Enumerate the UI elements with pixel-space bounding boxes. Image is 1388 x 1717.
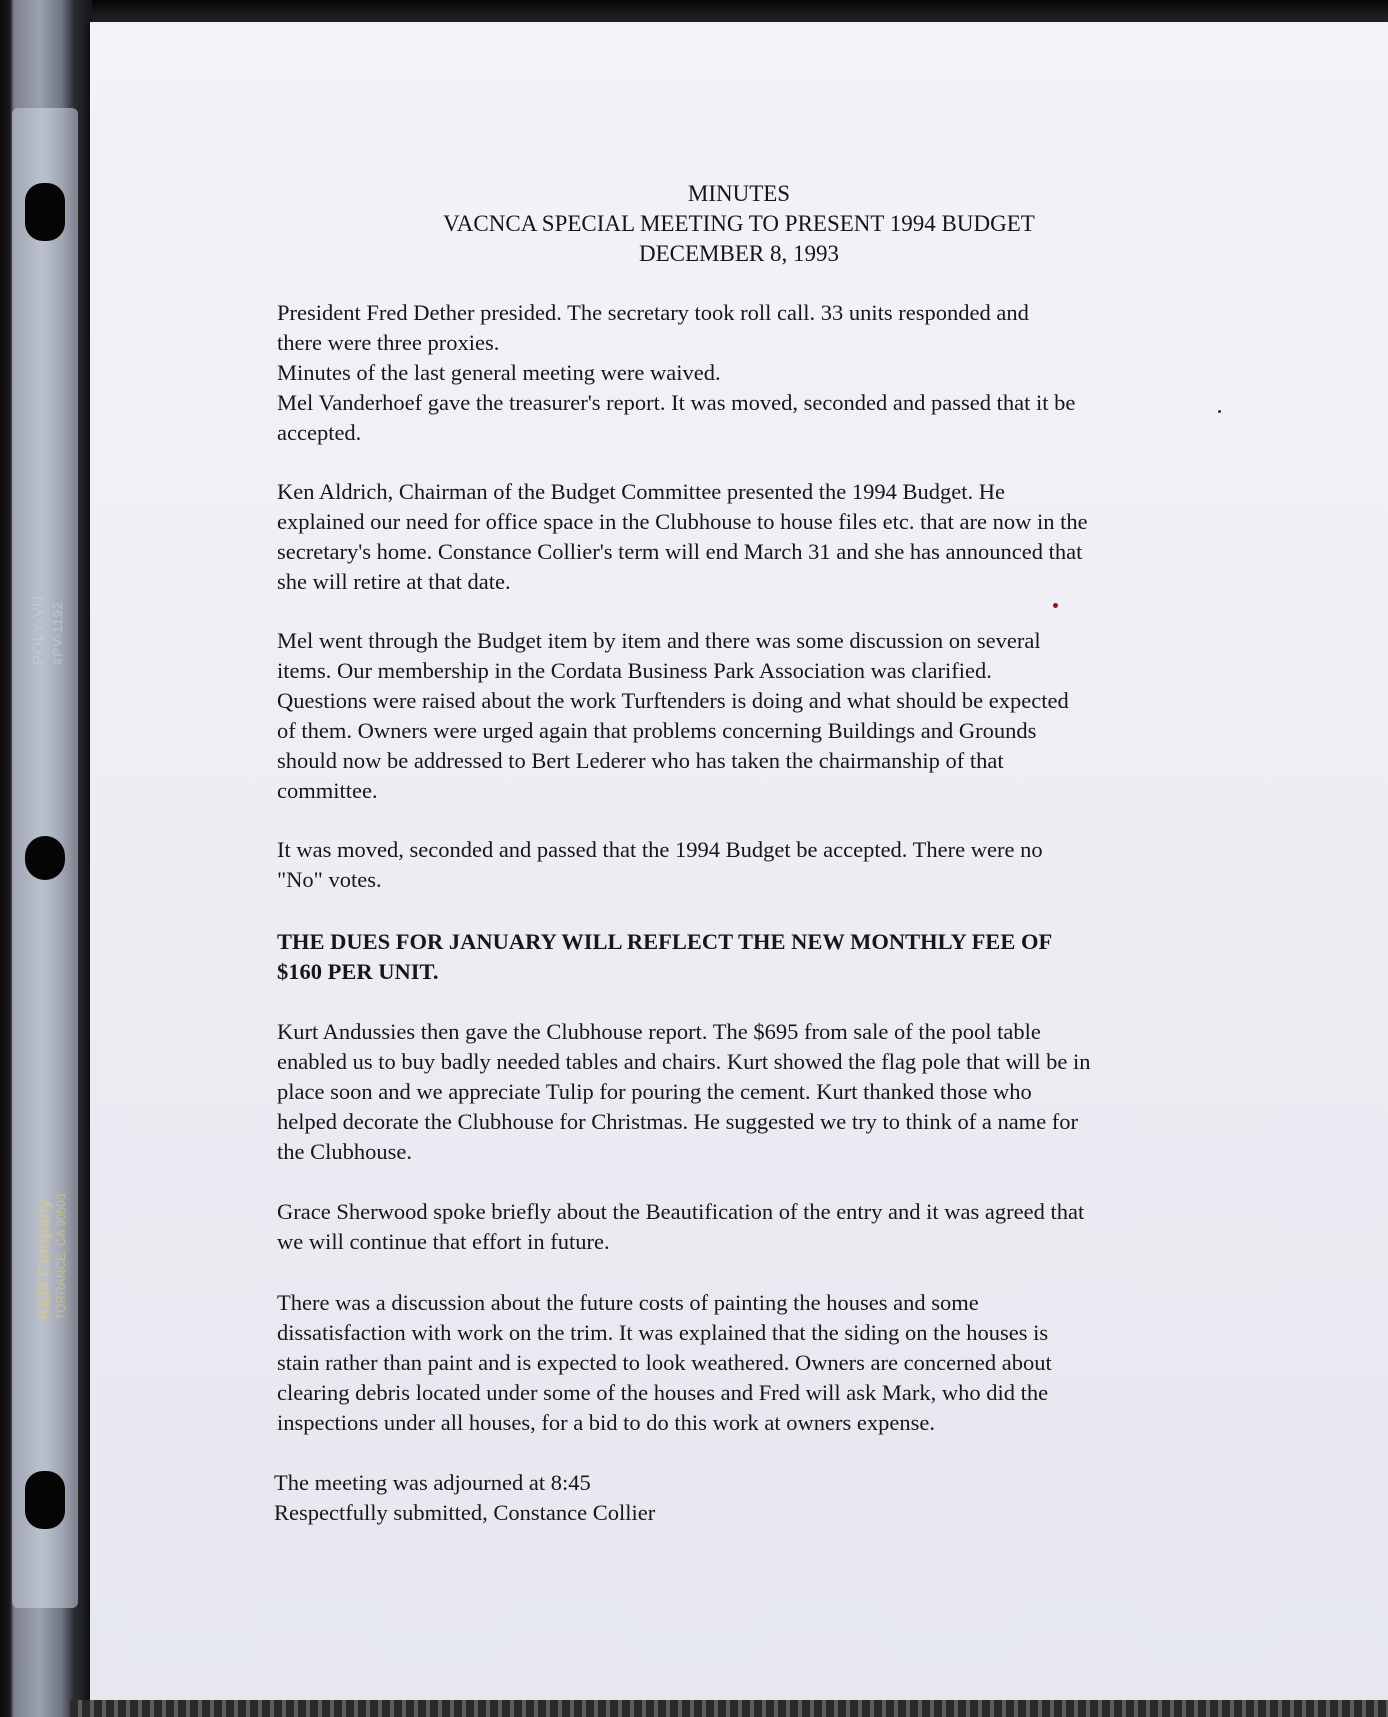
text-line: Minutes of the last general meeting were waived. [277,360,721,385]
text-line: clearing debris located under some of the houses and Fred will ask Mark, who did the [277,1380,1049,1405]
paragraph-roll-call [277,298,1217,448]
text-line: we will continue that effort in future. [277,1229,610,1254]
text-line: helped decorate the Clubhouse for Christmas. He suggested we try to think of a name for [277,1109,1079,1134]
bottom-sleeve-edge [70,1700,1388,1717]
text-line: should now be addressed to Bert Lederer who has taken the chairmanship of that [277,748,1004,773]
adjournment-line: The meeting was adjourned at 8:45 [274,1470,591,1495]
text-line: Ken Aldrich, Chairman of the Budget Committee presented the 1994 Budget. He [277,479,1005,504]
signature-line: Respectfully submitted, Constance Collier [274,1500,656,1525]
paragraph-clubhouse-report [277,1017,1217,1167]
text-line: THE DUES FOR JANUARY WILL REFLECT THE NEW MONTHLY FEE OF [277,929,1053,954]
binder-hole-top [25,183,65,241]
sleeve-model-text: #PV-1192 [50,600,65,665]
document-header [90,179,1388,269]
text-line: Questions were raised about the work Turftenders is doing and what should be expected [277,688,1069,713]
text-line: stain rather than paint and is expected to look weathered. Owners are concerned about [277,1350,1052,1375]
sleeve-location-text: TORRANCE, CA 90503 [54,1193,68,1320]
document-page [90,22,1388,1702]
paragraph-dues-notice [277,927,1217,987]
binder-hole-bottom [25,1471,65,1529]
text-line: secretary's home. Constance Collier's term will end March 31 and she has announced that [277,539,1083,564]
header-title: MINUTES [687,181,791,206]
text-line: President Fred Dether presided. The secretary took roll call. 33 units responded and [277,300,1029,325]
red-ink-dot [1053,603,1058,608]
sleeve-brand-text: POLY-VU [30,594,47,665]
paragraph-beautification [277,1197,1217,1257]
binder-hole-middle [25,836,65,880]
paragraph-painting-discussion [277,1288,1217,1438]
text-line: there were three proxies. [277,330,500,355]
text-line: Grace Sherwood spoke briefly about the Beautification of the entry and it was agreed that [277,1199,1085,1224]
text-line: accepted. [277,420,362,445]
text-line: committee. [277,778,378,803]
text-line: inspections under all houses, for a bid to do this work at owners expense. [277,1410,935,1435]
sleeve-maker-text: K&M Company [34,1199,53,1320]
paragraph-budget-vote [277,835,1217,895]
stray-dot [1218,410,1221,413]
text-line: the Clubhouse. [277,1139,412,1164]
text-line: "No" votes. [277,867,382,892]
text-line: of them. Owners were urged again that problems concerning Buildings and Grounds [277,718,1037,743]
header-date: DECEMBER 8, 1993 [639,241,839,266]
header-meeting-name: VACNCA SPECIAL MEETING TO PRESENT 1994 BUDGET [443,211,1035,236]
text-line: It was moved, seconded and passed that the 1994 Budget be accepted. There were no [277,837,1043,862]
text-line: There was a discussion about the future costs of painting the houses and some [277,1290,979,1315]
text-line: explained our need for office space in the Clubhouse to house files etc. that are now in the [277,509,1088,534]
text-line: she will retire at that date. [277,569,511,594]
paragraph-closing [274,1468,1214,1528]
paragraph-budget-discussion [277,626,1217,806]
text-line: dissatisfaction with work on the trim. It was explained that the siding on the houses is [277,1320,1049,1345]
text-line: items. Our membership in the Cordata Business Park Association was clarified. [277,658,992,683]
binder-sleeve-strip [0,0,92,1717]
paragraph-budget-committee [277,477,1217,597]
text-line: Kurt Andussies then gave the Clubhouse report. The $695 from sale of the pool table [277,1019,1041,1044]
text-line: place soon and we appreciate Tulip for pouring the cement. Kurt thanked those who [277,1079,1032,1104]
text-line: Mel Vanderhoef gave the treasurer's report. It was moved, seconded and passed that it be [277,390,1076,415]
text-line: $160 PER UNIT. [277,959,439,984]
text-line: enabled us to buy badly needed tables and chairs. Kurt showed the flag pole that will be in [277,1049,1091,1074]
text-line: Mel went through the Budget item by item and there was some discussion on several [277,628,1041,653]
